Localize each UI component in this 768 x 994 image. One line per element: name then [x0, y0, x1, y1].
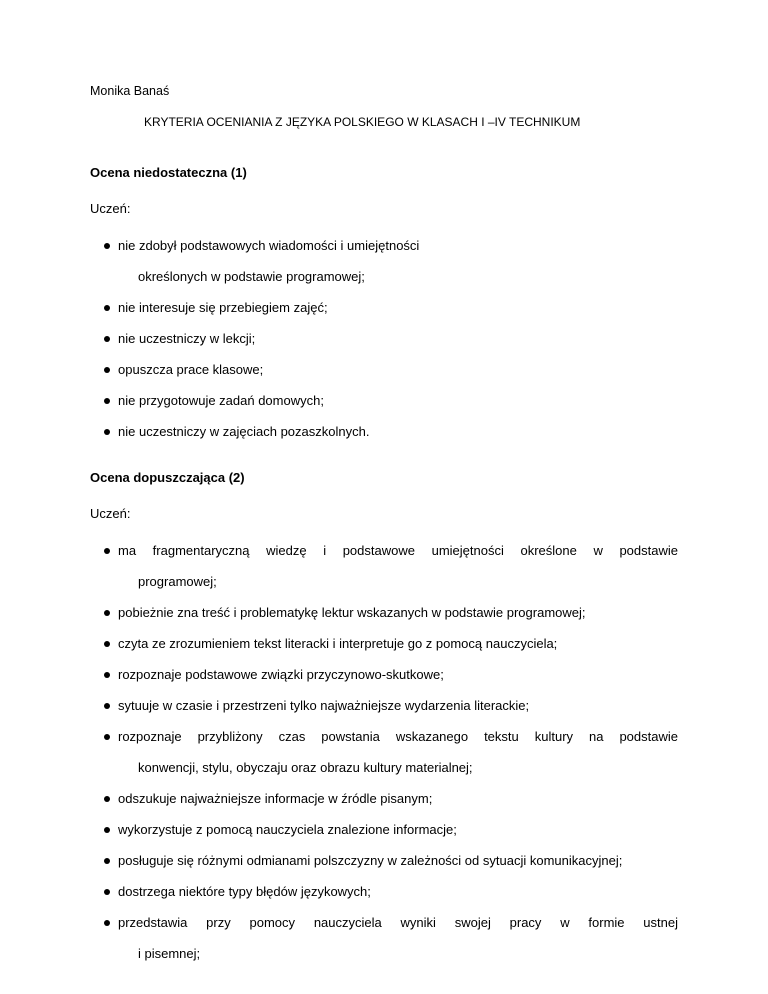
bullet-icon: [104, 672, 110, 678]
list-item-text: wykorzystuje z pomocą nauczyciela znalezione informacje;: [118, 822, 457, 837]
list-item-text: przedstawia przy pomocy nauczyciela wyniki swojej pracy w formie ustnej: [118, 915, 678, 930]
list-item: [90, 416, 678, 447]
bullet-icon: [104, 548, 110, 554]
document-title: KRYTERIA OCENIANIA Z JĘZYKA POLSKIEGO W KLASACH I –IV TECHNIKUM: [144, 115, 581, 129]
student-label: Uczeń:: [90, 506, 131, 521]
bullet-icon: [104, 305, 110, 311]
list-item-text: opuszcza prace klasowe;: [118, 362, 264, 377]
list-item-text: dostrzega niektóre typy błędów językowych;: [118, 884, 371, 899]
section-grade-2: [90, 470, 678, 969]
bullet-icon: [104, 796, 110, 802]
bullet-icon: [104, 889, 110, 895]
bullet-icon: [104, 243, 110, 249]
bullet-icon: [104, 610, 110, 616]
list-item-text: nie uczestniczy w zajęciach pozaszkolnych.: [118, 424, 370, 439]
list-item-text-continued: określonych w podstawie programowej;: [138, 269, 365, 284]
list-item-text: posługuje się różnymi odmianami polszczyzny w zależności od sytuacji komunikacyjnej;: [118, 853, 623, 868]
bullet-icon: [104, 398, 110, 404]
list-item-text: nie interesuje się przebiegiem zajęć;: [118, 300, 328, 315]
section-heading: Ocena niedostateczna (1): [90, 165, 247, 180]
list-item: [90, 659, 678, 690]
list-item: [90, 230, 678, 292]
list-item-text: nie zdobył podstawowych wiadomości i umiejętności: [118, 238, 420, 253]
list-item-text: pobieżnie zna treść i problematykę lektur wskazanych w podstawie programowej;: [118, 605, 586, 620]
list-item-text: rozpoznaje podstawowe związki przyczynowo-skutkowe;: [118, 667, 444, 682]
bullet-icon: [104, 367, 110, 373]
list-item-text-continued: programowej;: [138, 574, 217, 589]
criteria-list: [90, 230, 678, 447]
bullet-icon: [104, 641, 110, 647]
list-item-text-continued: konwencji, stylu, obyczaju oraz obrazu kultury materialnej;: [138, 760, 473, 775]
list-item-text: nie uczestniczy w lekcji;: [118, 331, 256, 346]
list-item: [90, 721, 678, 783]
list-item: [90, 907, 678, 969]
bullet-icon: [104, 858, 110, 864]
list-item: [90, 628, 678, 659]
section-heading: Ocena dopuszczająca (2): [90, 470, 245, 485]
bullet-icon: [104, 920, 110, 926]
list-item: [90, 845, 678, 876]
list-item: [90, 385, 678, 416]
list-item: [90, 597, 678, 628]
list-item: [90, 535, 678, 597]
list-item: [90, 876, 678, 907]
criteria-list: [90, 535, 678, 969]
bullet-icon: [104, 703, 110, 709]
list-item-text: nie przygotowuje zadań domowych;: [118, 393, 324, 408]
list-item: [90, 690, 678, 721]
list-item-text: odszukuje najważniejsze informacje w źródle pisanym;: [118, 791, 433, 806]
section-grade-1: [90, 165, 678, 447]
student-label: Uczeń:: [90, 201, 131, 216]
list-item: [90, 814, 678, 845]
list-item-text: ma fragmentaryczną wiedzę i podstawowe umiejętności określone w podstawie: [118, 543, 678, 558]
list-item: [90, 783, 678, 814]
list-item-text-continued: i pisemnej;: [138, 946, 201, 961]
list-item: [90, 292, 678, 323]
list-item: [90, 354, 678, 385]
bullet-icon: [104, 827, 110, 833]
list-item-text: sytuuje w czasie i przestrzeni tylko najważniejsze wydarzenia literackie;: [118, 698, 530, 713]
list-item-text: rozpoznaje przybliżony czas powstania wskazanego tekstu kultury na podstawie: [118, 729, 678, 744]
bullet-icon: [104, 336, 110, 342]
list-item-text: czyta ze zrozumieniem tekst literacki i interpretuje go z pomocą nauczyciela;: [118, 636, 558, 651]
bullet-icon: [104, 734, 110, 740]
list-item: [90, 323, 678, 354]
bullet-icon: [104, 429, 110, 435]
author-name: Monika Banaś: [90, 84, 170, 98]
